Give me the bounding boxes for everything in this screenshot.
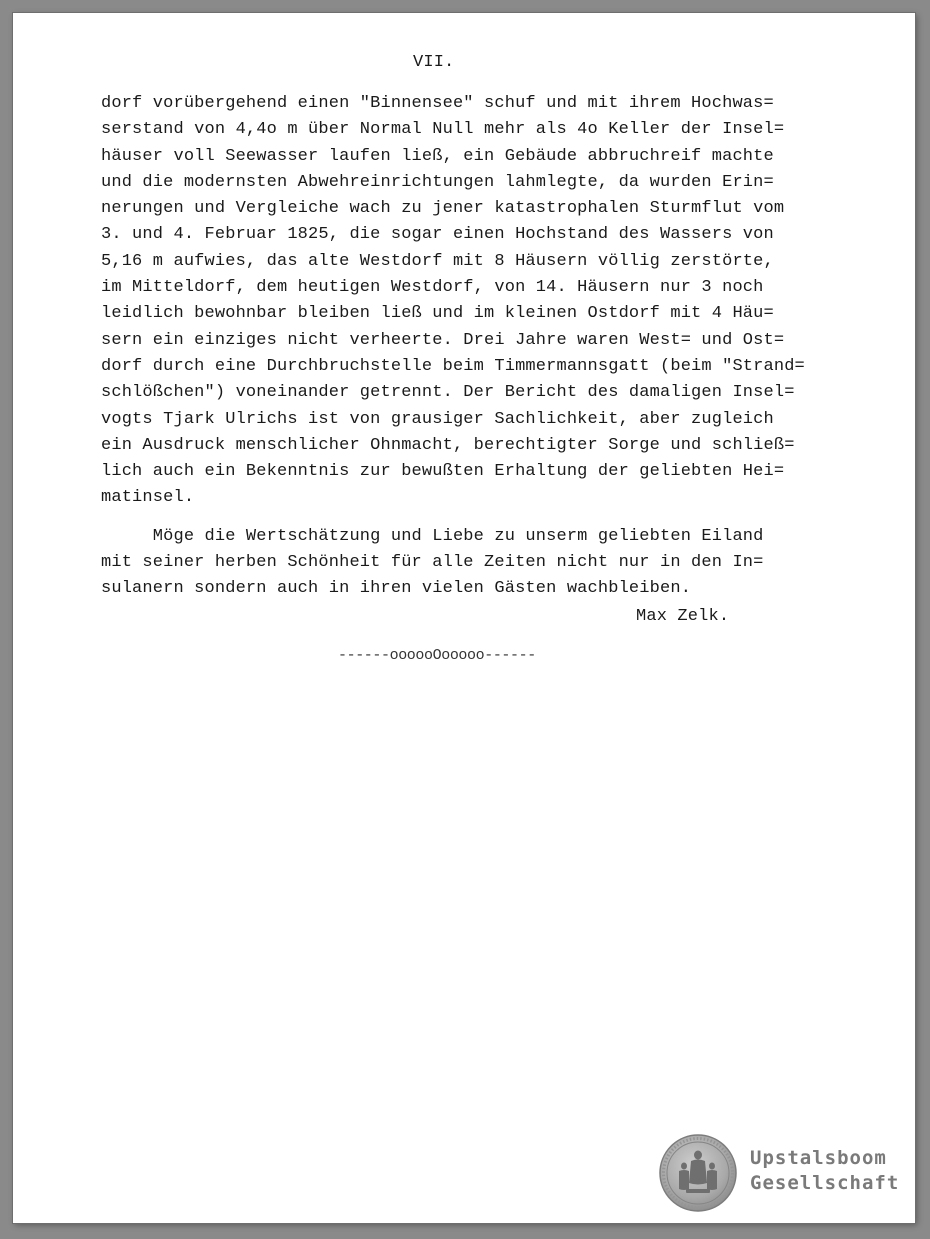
- text-line: häuser voll Seewasser laufen ließ, ein Gebäude abbruchreif machte: [101, 146, 774, 166]
- paragraph-1: [101, 91, 861, 512]
- text-line: leidlich bewohnbar bleiben ließ und im kleinen Ostdorf mit 4 Häu=: [101, 304, 774, 324]
- text-line: 3. und 4. Februar 1825, die sogar einen Hochstand des Wassers von: [101, 225, 774, 245]
- text-line: ein Ausdruck menschlicher Ohnmacht, berechtigter Sorge und schließ=: [101, 435, 795, 455]
- watermark: [658, 1133, 908, 1217]
- letter-body: [101, 91, 861, 603]
- text-line: vogts Tjark Ulrichs ist von grausiger Sachlichkeit, aber zugleich: [101, 409, 774, 429]
- text-line: nerungen und Vergleiche wach zu jener katastrophalen Sturmflut vom: [101, 199, 785, 219]
- watermark-line-1: Upstalsboom: [750, 1147, 887, 1169]
- text-line: im Mitteldorf, dem heutigen Westdorf, von 14. Häusern nur 3 noch: [101, 278, 764, 298]
- text-line: serstand von 4,4o m über Normal Null mehr als 4o Keller der Insel=: [101, 120, 785, 140]
- text-line: und die modernsten Abwehreinrichtungen lahmlegte, da wurden Erin=: [101, 172, 774, 192]
- text-line: Möge die Wertschätzung und Liebe zu unserm geliebten Eiland: [101, 526, 764, 546]
- page-number: VII.: [413, 53, 455, 72]
- text-line: schlößchen") voneinander getrennt. Der Bericht des damaligen Insel=: [101, 383, 795, 403]
- text-line: dorf durch eine Durchbruchstelle beim Timmermannsgatt (beim "Strand=: [101, 356, 805, 376]
- end-separator: ------oooooOooooo------: [338, 647, 536, 664]
- text-line: matinsel.: [101, 488, 195, 508]
- text-line: 5,16 m aufwies, das alte Westdorf mit 8 Häusern völlig zerstörte,: [101, 251, 774, 271]
- signature: Max Zelk.: [636, 607, 730, 626]
- text-line: dorf vorübergehend einen "Binnensee" schuf und mit ihrem Hochwas=: [101, 94, 774, 113]
- text-line: sulanern sondern auch in ihren vielen Gästen wachbleiben.: [101, 579, 692, 599]
- watermark-line-2: Gesellschaft: [750, 1172, 900, 1194]
- paragraph-2: [101, 524, 861, 603]
- text-line: lich auch ein Bekenntnis zur bewußten Erhaltung der geliebten Hei=: [101, 462, 785, 482]
- text-line: sern ein einziges nicht verheerte. Drei Jahre waren West= und Ost=: [101, 330, 785, 350]
- seal-icon: [658, 1133, 738, 1213]
- document-page: [13, 13, 915, 1223]
- text-line: mit seiner herben Schönheit für alle Zeiten nicht nur in den In=: [101, 553, 764, 573]
